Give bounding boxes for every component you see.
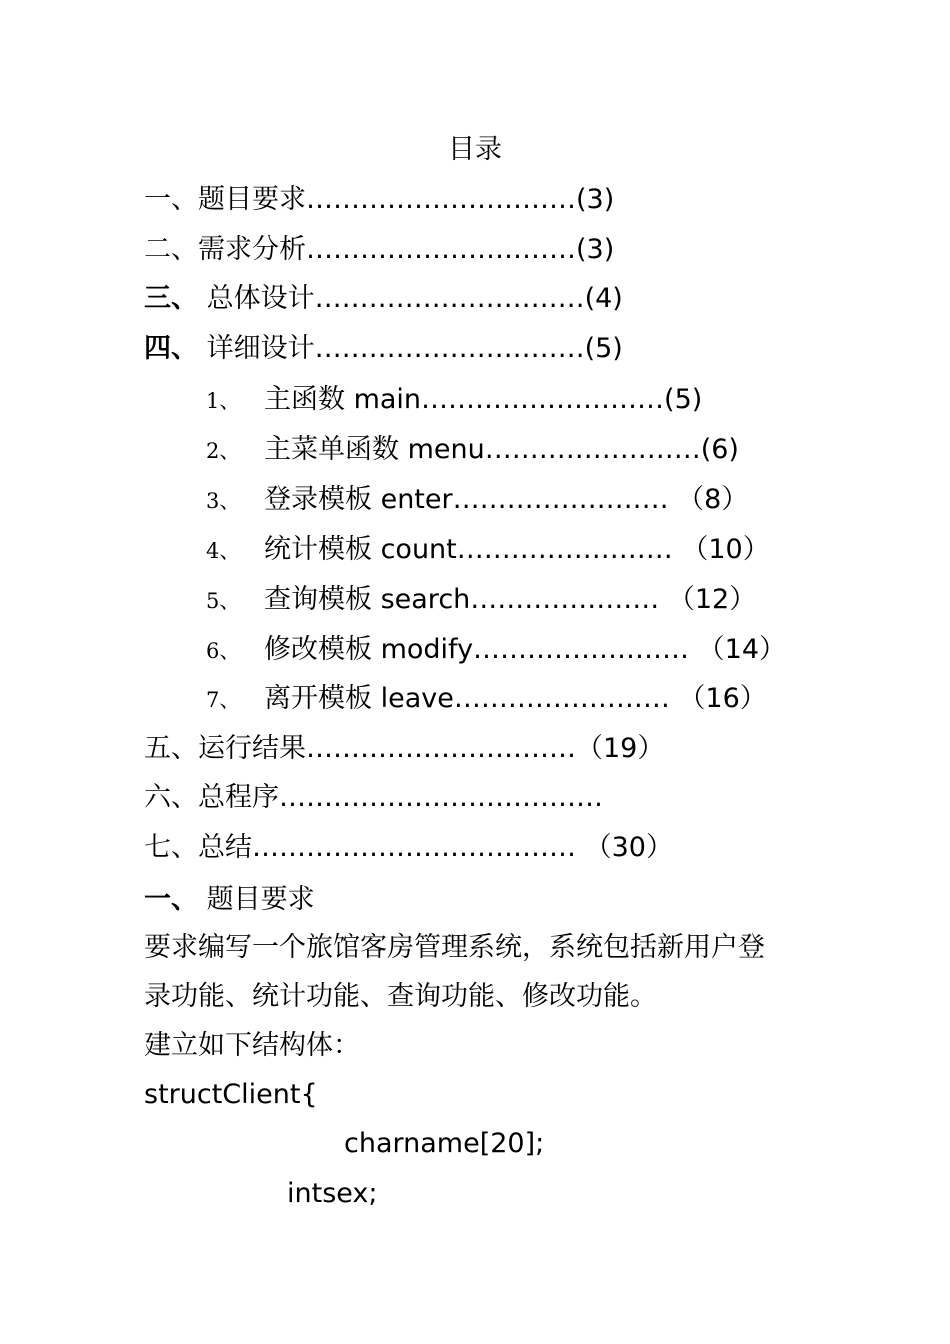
toc-entry-7 [144,832,673,864]
toc-entry-number: 一、 [144,184,198,215]
toc-sub-entry-4 [206,534,770,567]
toc-sub-number: 6、 [206,639,241,663]
toc-entry-3 [144,283,623,315]
toc-sub-label: 主函数 main………………………(5) [264,384,703,415]
toc-entry-4 [144,333,623,365]
toc-sub-number: 5、 [206,589,241,613]
section-heading [144,884,315,916]
toc-entry-label: 总程序……………………………… [198,782,603,813]
section-heading-text: 题目要求 [198,884,315,915]
toc-sub-number: 1、 [206,389,241,413]
toc-sub-entry-6 [206,634,786,667]
toc-entry-number: 四、 [144,333,198,364]
toc-sub-number: 4、 [206,539,241,563]
toc-entry-6 [144,782,603,814]
toc-entry-number: 二、 [144,234,198,265]
code-line-1: structClient{ [144,1079,318,1110]
toc-entry-2 [144,234,614,266]
toc-sub-entry-7 [206,683,767,716]
toc-sub-number: 3、 [206,489,241,513]
toc-sub-label: 查询模板 search………………… （12） [264,584,757,615]
toc-sub-label: 统计模板 count…………………… （10） [264,534,770,565]
toc-entry-number: 三、 [144,283,198,314]
toc-sub-number: 2、 [206,439,241,463]
code-line-3: intsex; [287,1178,378,1209]
toc-entry-number: 六、 [144,782,198,813]
toc-entry-label: 详细设计…………………………(5) [198,333,623,364]
toc-entry-label: 运行结果…………………………（19） [198,733,665,764]
toc-entry-number: 五、 [144,733,198,764]
toc-sub-label: 登录模板 enter…………………… （8） [264,484,749,515]
toc-sub-label: 主菜单函数 menu……………………(6) [264,434,739,465]
toc-entry-label: 总体设计…………………………(4) [198,283,623,314]
code-line-2: charname[20]; [344,1128,545,1159]
toc-entry-5 [144,733,664,765]
toc-entry-number: 七、 [144,832,198,863]
toc-sub-entry-3 [206,484,748,517]
toc-sub-label: 修改模板 modify…………………… （14） [264,634,786,665]
toc-entry-label: 需求分析…………………………(3) [198,234,615,265]
toc-sub-label: 离开模板 leave…………………… （16） [264,683,767,714]
toc-sub-entry-2 [206,434,739,467]
paragraph-line-1: 要求编写一个旅馆客房管理系统，系统包括新用户登 [144,932,765,963]
toc-sub-entry-1 [206,384,702,417]
paragraph-line-2: 录功能、统计功能、查询功能、修改功能。 [144,981,657,1012]
toc-entry-1 [144,184,614,216]
toc-entry-label: 题目要求…………………………(3) [198,184,615,215]
toc-sub-number: 7、 [206,688,241,712]
paragraph-line-3: 建立如下结构体： [144,1030,360,1061]
toc-entry-label: 总结……………………………… （30） [198,832,673,863]
toc-sub-entry-5 [206,584,756,617]
section-heading-number: 一、 [144,884,198,915]
toc-title: 目录 [448,134,502,165]
